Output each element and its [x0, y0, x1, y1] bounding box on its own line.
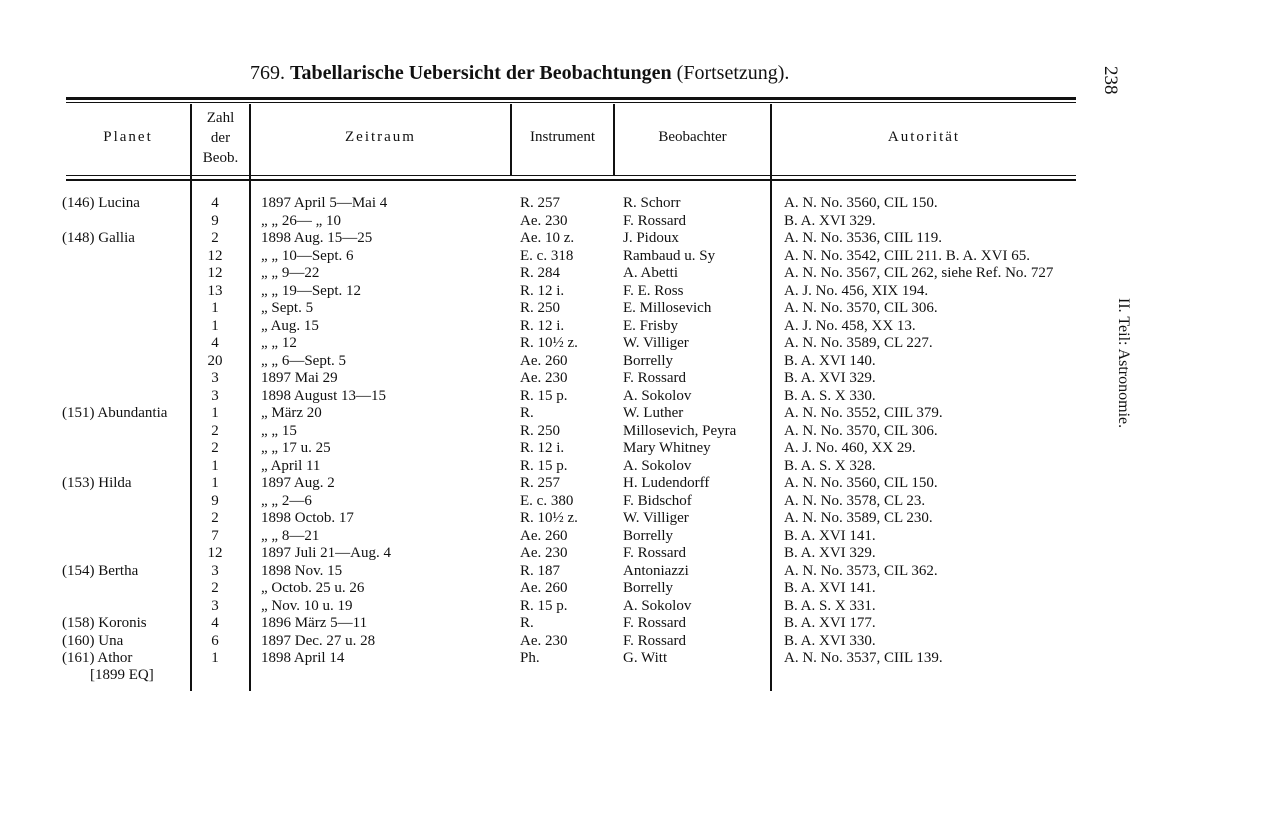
cell-instrument: Ae. 230 [520, 632, 568, 649]
cell-zahl: 1 [211, 475, 219, 491]
table-row [0, 440, 1275, 458]
cell-autoritaet: A. N. No. 3542, CIIL 211. B. A. XVI 65. [784, 247, 1030, 264]
table-row [0, 230, 1275, 248]
table-row [0, 580, 1275, 598]
header-rule-thin [66, 175, 1076, 176]
cell-beobachter: R. Schorr [623, 195, 681, 211]
cell-instrument: R. 15 p. [520, 457, 568, 474]
cell-autoritaet: B. A. S. X 331. [784, 597, 876, 614]
cell-zeitraum: 1898 Aug. 15—25 [261, 230, 373, 246]
cell-planet: (160) Una [62, 632, 124, 649]
top-rule-thin [66, 102, 1076, 103]
cell-zeitraum: 1898 Nov. 15 [261, 562, 343, 579]
cell-autoritaet: A. N. No. 3589, CL 230. [784, 510, 933, 526]
cell-autoritaet: B. A. S. X 328. [784, 457, 876, 474]
running-head: II. Teil: Astronomie. [1115, 298, 1132, 429]
cell-instrument: R. 257 [520, 195, 561, 211]
table-row [0, 650, 1275, 668]
cell-zahl: 9 [211, 492, 219, 509]
cell-zahl: 4 [211, 615, 219, 631]
cell-zahl: 2 [211, 580, 219, 596]
cell-instrument: R. 284 [520, 265, 561, 281]
cell-zahl: 9 [211, 212, 219, 229]
cell-instrument: R. 10½ z. [520, 335, 578, 351]
table-row [0, 265, 1275, 283]
cell-zahl: 3 [211, 597, 219, 614]
cell-instrument: R. 15 p. [520, 597, 568, 614]
cell-autoritaet: A. J. No. 460, XX 29. [784, 440, 916, 456]
cell-beobachter: E. Frisby [623, 317, 679, 334]
cell-beobachter: Millosevich, Peyra [623, 422, 737, 439]
cell-instrument: Ae. 230 [520, 545, 568, 561]
table-row [0, 563, 1275, 581]
cell-beobachter: Borrelly [623, 352, 673, 369]
cell-zeitraum: 1897 Juli 21—Aug. 4 [261, 545, 392, 561]
table-row [0, 423, 1275, 441]
page-number: 238 [1100, 66, 1121, 95]
cell-autoritaet: A. N. No. 3570, CIL 306. [784, 422, 938, 439]
page-title [250, 62, 950, 85]
table-row [0, 615, 1275, 633]
cell-instrument: R. 250 [520, 300, 561, 316]
cell-zahl: 1 [211, 405, 219, 421]
cell-beobachter: W. Villiger [623, 335, 689, 351]
table-row [0, 493, 1275, 511]
cell-zeitraum: 1897 Mai 29 [261, 370, 338, 386]
cell-zeitraum: „ April 11 [261, 457, 321, 474]
cell-zeitraum: „ „ 17 u. 25 [261, 440, 331, 456]
cell-autoritaet: B. A. XVI 329. [784, 212, 876, 229]
cell-zeitraum: „ „ 15 [261, 422, 297, 439]
cell-planet: (154) Bertha [62, 562, 139, 579]
cell-zeitraum: 1898 August 13—15 [261, 387, 387, 404]
cell-autoritaet: B. A. XVI 140. [784, 352, 876, 369]
cell-beobachter: A. Sokolov [623, 597, 692, 614]
cell-zahl: 20 [207, 352, 223, 369]
cell-autoritaet: A. N. No. 3536, CIIL 119. [784, 230, 943, 246]
cell-autoritaet: A. N. No. 3560, CIL 150. [784, 195, 938, 211]
cell-instrument: R. 250 [520, 422, 561, 439]
cell-autoritaet: B. A. XVI 177. [784, 615, 876, 631]
cell-instrument: R. [520, 405, 534, 421]
cell-zahl: 1 [211, 300, 219, 316]
cell-instrument: R. 187 [520, 562, 561, 579]
table-row [0, 195, 1275, 213]
cell-zeitraum: 1897 Aug. 2 [261, 475, 335, 491]
table-row [0, 283, 1275, 301]
table-row [0, 633, 1275, 651]
cell-zahl: 2 [211, 440, 219, 456]
table-row [0, 510, 1275, 528]
cell-zahl: 3 [211, 370, 219, 386]
cell-instrument: Ae. 260 [520, 352, 568, 369]
table-row [0, 353, 1275, 371]
cell-beobachter: G. Witt [623, 650, 668, 666]
cell-zahl: 12 [207, 265, 223, 281]
cell-beobachter: W. Villiger [623, 510, 689, 526]
cell-zeitraum: „ Aug. 15 [261, 317, 319, 334]
table-row [0, 388, 1275, 406]
cell-planet: (158) Koronis [62, 615, 147, 631]
cell-autoritaet: B. A. XVI 141. [784, 527, 876, 544]
cell-zahl: 4 [211, 195, 219, 211]
cell-zahl: 12 [207, 545, 223, 561]
cell-instrument: Ae. 230 [520, 370, 568, 386]
cell-zeitraum: „ „ 6—Sept. 5 [261, 352, 346, 369]
cell-autoritaet: B. A. XVI 141. [784, 580, 876, 596]
cell-planet: (161) Athor [62, 650, 133, 666]
cell-zahl: 2 [211, 422, 219, 439]
cell-beobachter: H. Ludendorff [623, 475, 710, 491]
cell-autoritaet: A. N. No. 3578, CL 23. [784, 492, 926, 509]
cell-planet: (148) Gallia [62, 230, 135, 246]
header-beobachter: Beobachter [658, 129, 727, 145]
cell-beobachter: Borrelly [623, 580, 673, 596]
cell-autoritaet: A. J. No. 458, XX 13. [784, 317, 916, 334]
table-row [0, 318, 1275, 336]
cell-beobachter: F. Rossard [623, 212, 686, 229]
cell-autoritaet: A. N. No. 3537, CIIL 139. [784, 650, 943, 666]
cell-zeitraum: „ Sept. 5 [261, 300, 314, 316]
cell-instrument: R. 12 i. [520, 317, 565, 334]
cell-planet: (151) Abundantia [62, 405, 168, 421]
cell-zeitraum: „ März 20 [261, 405, 322, 421]
cell-zeitraum: 1897 April 5—Mai 4 [261, 195, 388, 211]
cell-zahl: 1 [211, 317, 219, 334]
cell-autoritaet: A. N. No. 3560, CIL 150. [784, 475, 938, 491]
cell-autoritaet: A. J. No. 456, XIX 194. [784, 282, 929, 299]
cell-zahl: 1 [211, 457, 219, 474]
cell-zahl: 6 [211, 632, 219, 649]
table-row [0, 300, 1275, 318]
cell-beobachter: Mary Whitney [623, 440, 711, 456]
cell-zahl: 13 [207, 282, 223, 299]
cell-zeitraum: „ „ 10—Sept. 6 [261, 247, 354, 264]
cell-beobachter: J. Pidoux [623, 230, 679, 246]
cell-autoritaet: B. A. S. X 330. [784, 387, 876, 404]
cell-instrument: Ae. 260 [520, 527, 568, 544]
table-row [0, 213, 1275, 231]
cell-autoritaet: A. N. No. 3589, CL 227. [784, 335, 933, 351]
table-row [0, 370, 1275, 388]
cell-zeitraum: „ „ 19—Sept. 12 [261, 282, 361, 299]
table-row [0, 475, 1275, 493]
cell-instrument: R. 257 [520, 475, 561, 491]
section-number: 769. [250, 62, 285, 84]
table-row [0, 545, 1275, 563]
title-text: Tabellarische Uebersicht der Beobachtungen [290, 62, 672, 84]
table-row [0, 405, 1275, 423]
cell-instrument: R. [520, 615, 534, 631]
table-row [0, 248, 1275, 266]
cell-zahl: 12 [207, 247, 223, 264]
cell-autoritaet: A. N. No. 3570, CIL 306. [784, 300, 938, 316]
top-rule [66, 97, 1076, 100]
cell-beobachter: A. Sokolov [623, 387, 692, 404]
cell-autoritaet: B. A. XVI 329. [784, 545, 876, 561]
header-instrument: Instrument [530, 129, 595, 145]
title-suffix: (Fortsetzung). [676, 62, 790, 84]
cell-zeitraum: „ „ 26— „ 10 [261, 212, 341, 229]
cell-zeitraum: 1898 April 14 [261, 650, 345, 666]
cell-planet: (153) Hilda [62, 475, 132, 491]
cell-zahl: 7 [211, 527, 219, 544]
cell-beobachter: F. Rossard [623, 632, 686, 649]
table-row [0, 528, 1275, 546]
cell-autoritaet: A. N. No. 3552, CIIL 379. [784, 405, 943, 421]
header-rule [66, 179, 1076, 181]
cell-zahl: 3 [211, 562, 219, 579]
cell-beobachter: F. Rossard [623, 615, 686, 631]
cell-beobachter: F. Rossard [623, 370, 686, 386]
cell-zahl: 4 [211, 335, 219, 351]
cell-zeitraum: 1897 Dec. 27 u. 28 [261, 632, 376, 649]
cell-zeitraum: „ „ 9—22 [261, 265, 320, 281]
cell-zeitraum: „ „ 2—6 [261, 492, 312, 509]
header-planet: Planet [103, 129, 153, 145]
cell-autoritaet: A. N. No. 3573, CIL 362. [784, 562, 938, 579]
header-zahl-line1: Zahl [206, 110, 235, 126]
cell-beobachter: Rambaud u. Sy [623, 247, 716, 264]
cell-instrument: E. c. 318 [520, 247, 574, 264]
cell-instrument: R. 10½ z. [520, 510, 578, 526]
cell-planet: (146) Lucina [62, 195, 140, 211]
cell-zeitraum: „ „ 8—21 [261, 527, 320, 544]
cell-zeitraum: 1896 März 5—11 [261, 615, 368, 631]
table-row [0, 458, 1275, 476]
observation-table [0, 195, 1275, 668]
cell-instrument: R. 12 i. [520, 440, 565, 456]
designation-note: [1899 EQ] [90, 667, 154, 683]
cell-instrument: Ae. 230 [520, 212, 568, 229]
header-zahl-line3: Beob. [202, 150, 239, 166]
header-zahl-line2: der [210, 130, 231, 146]
cell-instrument: E. c. 380 [520, 492, 574, 509]
cell-zeitraum: „ Octob. 25 u. 26 [261, 580, 365, 596]
cell-zahl: 2 [211, 230, 219, 246]
cell-autoritaet: A. N. No. 3567, CIL 262, siehe Ref. No. 727 [784, 265, 1054, 281]
cell-beobachter: W. Luther [623, 405, 684, 421]
cell-instrument: Ae. 260 [520, 580, 568, 596]
cell-beobachter: A. Sokolov [623, 457, 692, 474]
cell-instrument: Ae. 10 z. [520, 230, 575, 246]
cell-instrument: Ph. [520, 650, 540, 666]
cell-beobachter: A. Abetti [623, 265, 678, 281]
cell-beobachter: F. Rossard [623, 545, 686, 561]
cell-autoritaet: B. A. XVI 329. [784, 370, 876, 386]
cell-zeitraum: 1898 Octob. 17 [261, 510, 354, 526]
cell-beobachter: Antoniazzi [623, 562, 689, 579]
table-row [0, 598, 1275, 616]
cell-beobachter: Borrelly [623, 527, 673, 544]
cell-zahl: 3 [211, 387, 219, 404]
header-zeitraum: Zeitraum [345, 129, 416, 145]
cell-autoritaet: B. A. XVI 330. [784, 632, 876, 649]
cell-beobachter: E. Millosevich [623, 300, 712, 316]
cell-zahl: 2 [211, 510, 219, 526]
cell-zeitraum: „ „ 12 [261, 335, 297, 351]
table-row [0, 335, 1275, 353]
cell-beobachter: F. Bidschof [623, 492, 692, 509]
cell-zeitraum: „ Nov. 10 u. 19 [261, 597, 353, 614]
header-zahl [192, 108, 249, 168]
cell-beobachter: F. E. Ross [623, 282, 684, 299]
cell-instrument: R. 12 i. [520, 282, 565, 299]
cell-instrument: R. 15 p. [520, 387, 568, 404]
header-autoritaet: Autorität [887, 129, 961, 145]
cell-zahl: 1 [211, 650, 219, 666]
